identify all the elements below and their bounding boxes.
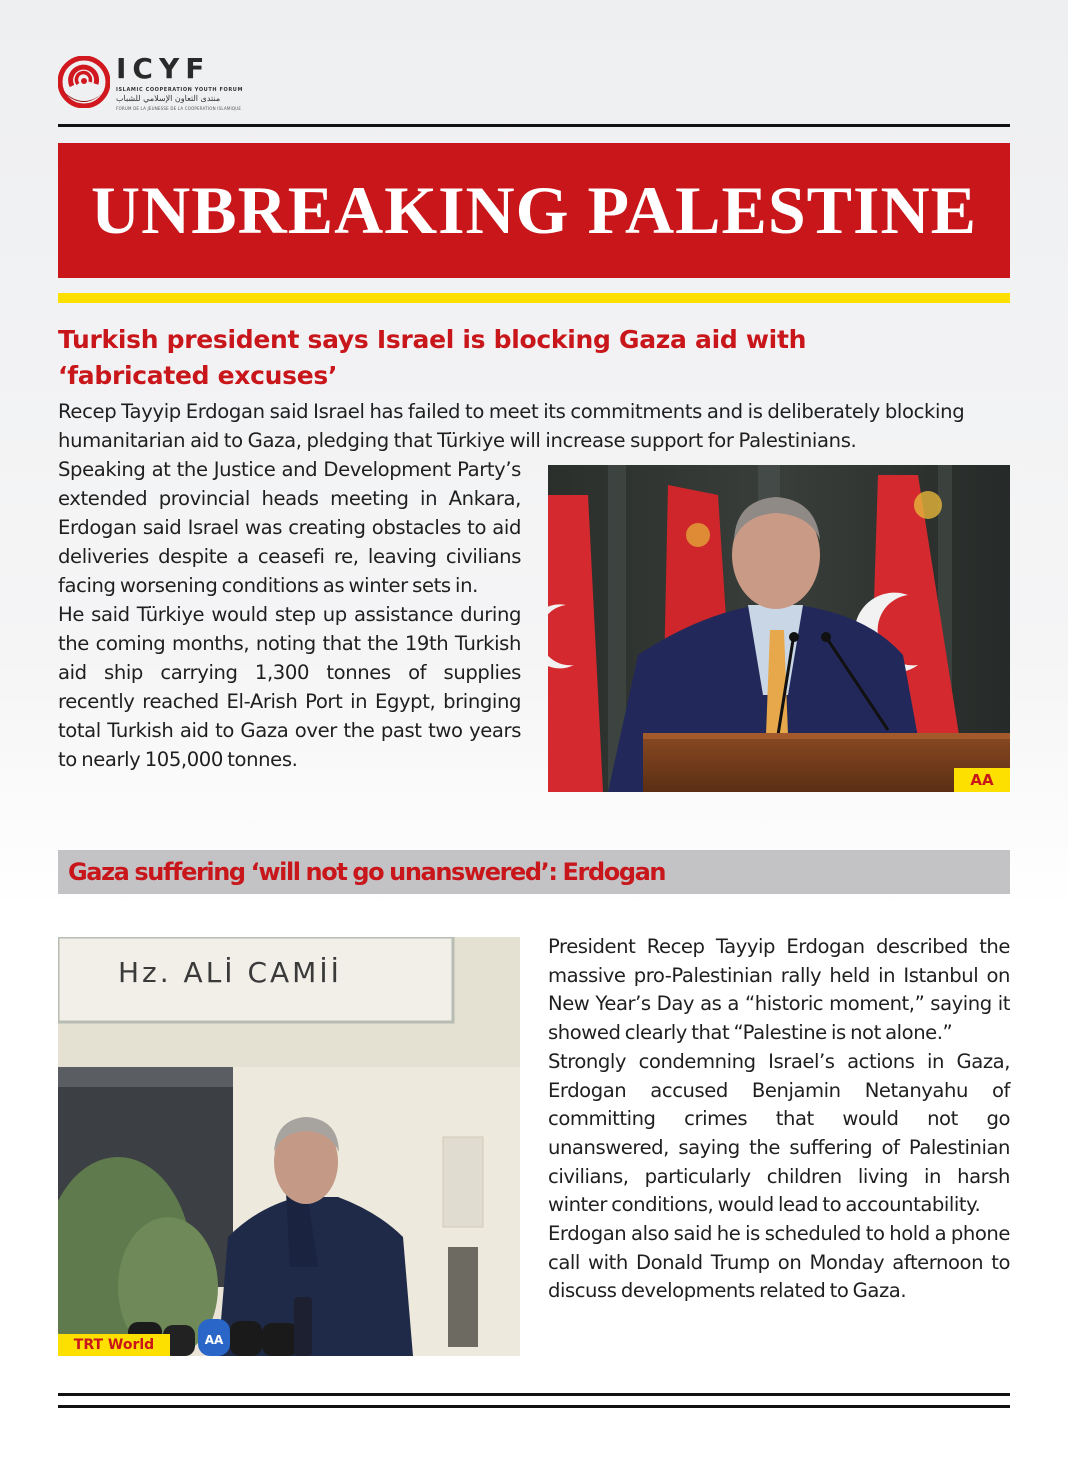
article2-body: [548, 933, 1010, 1306]
logo-subtitle-fr: FORUM DE LA JEUNESSE DE LA COOPERATION ISLAMIQUE: [116, 106, 242, 111]
article2-headline: Gaza suffering ‘will not go unanswered’: Erdogan: [68, 858, 666, 886]
article2-paragraph: Erdogan also said he is scheduled to hold a phone call with Donald Trump on Monday afternoon to discuss developments related to Gaza.: [548, 1222, 1010, 1303]
rose-logo-icon: [58, 56, 110, 108]
article2-header-bar: [58, 850, 1010, 894]
yellow-stripe: [58, 293, 1010, 303]
erdogan-mosque-press-image: [58, 937, 520, 1356]
logo-subtitle-en: ISLAMIC COOPERATION YOUTH FORUM: [116, 87, 244, 93]
article1-paragraph: Speaking at the Justice and Development Party’s extended provincial heads meeting in Ankara, Erdogan said Israel was creating obstacles to aid deliveries despite a ceasefi re, leaving civilians facing worsening conditions as winter sets in.: [58, 458, 521, 597]
photo-credit: TRT World: [58, 1334, 170, 1356]
article1-photo: [548, 465, 1010, 792]
mic-label-aa: AA: [204, 1333, 224, 1347]
article2-paragraph: Strongly condemning Israel’s actions in Gaza, Erdogan accused Benjamin Netanyahu of committing crimes that would not go unanswered, saying the suffering of Palestinian civilians, particularly children living in harsh winter conditions, would lead to accountability.: [548, 1049, 1010, 1217]
logo-subtitle-ar: منتدى التعاون الإسلامي للشباب: [116, 94, 221, 103]
article2-paragraph: President Recep Tayyip Erdogan described the massive pro-Palestinian rally held in Istanbul on New Year’s Day as a “historic moment,” saying it showed clearly that “Palestine is not alone.”: [548, 935, 1010, 1045]
bottom-divider: [58, 1393, 1010, 1396]
top-divider: [58, 124, 1010, 127]
page-title: UNBREAKING PALESTINE: [91, 172, 977, 248]
article2-photo: [58, 937, 520, 1356]
article1-lead: Recep Tayyip Erdogan said Israel has failed to meet its commitments and is deliberately blocking humanitarian aid to Gaza, pledging that Türkiye will increase support for Palestinians.: [58, 400, 965, 452]
bottom-divider: [58, 1405, 1010, 1408]
mosque-sign-text: Hz. ALİ CAMİİ: [118, 956, 342, 989]
icyf-logo: [58, 52, 244, 114]
logo-wordmark: ICYF: [116, 52, 211, 85]
photo-credit: AA: [954, 768, 1010, 792]
erdogan-podium-image: [548, 465, 1010, 792]
article1-headline: Turkish president says Israel is blocking Gaza aid with ‘fabricated excuses’: [58, 325, 807, 390]
article1-paragraph: He said Türkiye would step up assistance during the coming months, noting that the 19th Turkish aid ship carrying 1,300 tonnes of supplies recently reached El-Arish Port in Egypt, bringing total Turkish aid to Gaza over the past two years to nearly 105,000 tonnes.: [58, 603, 521, 771]
article1-body: [58, 455, 521, 774]
title-banner: [58, 143, 1010, 278]
